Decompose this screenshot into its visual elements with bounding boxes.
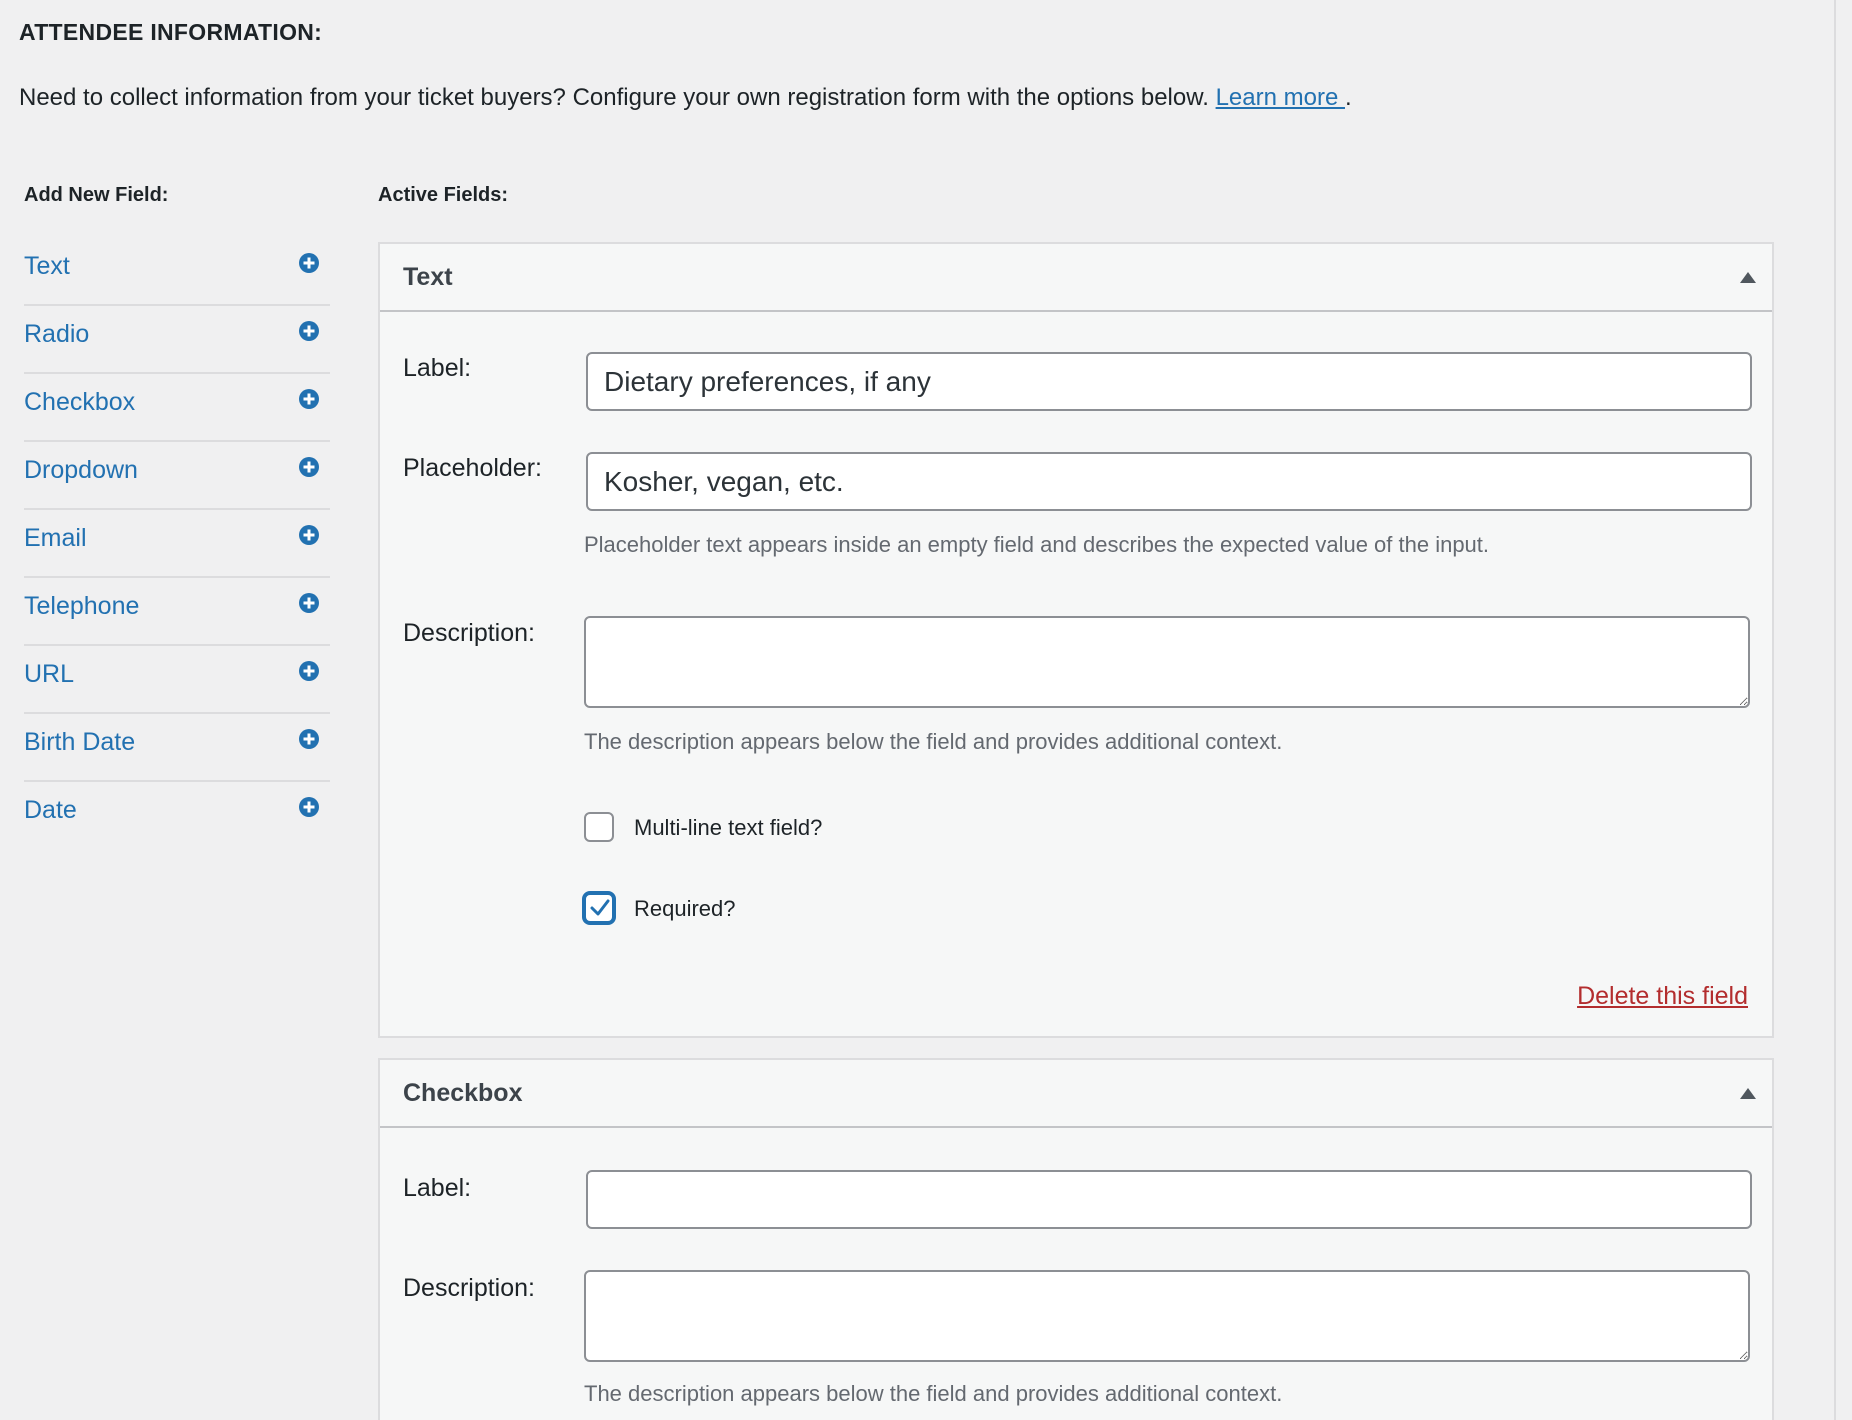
add-field-radio[interactable] xyxy=(24,306,330,374)
description-caption: Description: xyxy=(403,619,535,647)
multiline-checkbox-label: Multi-line text field? xyxy=(634,815,823,840)
delete-field-link[interactable]: Delete this field xyxy=(1577,982,1748,1010)
add-field-date[interactable] xyxy=(24,782,330,848)
field-type-label: Text xyxy=(24,252,70,280)
intro-text xyxy=(19,84,1352,112)
add-field-dropdown[interactable] xyxy=(24,442,330,510)
description-caption: Description: xyxy=(403,1274,535,1302)
plus-circle-icon[interactable] xyxy=(298,796,320,818)
active-field-title: Checkbox xyxy=(403,1079,523,1107)
field-type-label: URL xyxy=(24,660,75,688)
field-type-label: Checkbox xyxy=(24,388,136,416)
active-field-header[interactable] xyxy=(380,1060,1772,1128)
intro-period: . xyxy=(1344,84,1352,111)
plus-circle-icon[interactable] xyxy=(298,456,320,478)
page-edge-divider xyxy=(1834,0,1836,1420)
description-help-text: The description appears below the field and provides additional context. xyxy=(584,729,1283,754)
section-title: ATTENDEE INFORMATION: xyxy=(19,19,323,45)
plus-circle-icon[interactable] xyxy=(298,660,320,682)
plus-circle-icon[interactable] xyxy=(298,388,320,410)
add-field-text[interactable] xyxy=(24,238,330,306)
placeholder-caption: Placeholder: xyxy=(403,454,542,482)
add-field-email[interactable] xyxy=(24,510,330,578)
description-textarea[interactable] xyxy=(584,616,1750,708)
active-field-title: Text xyxy=(403,263,453,291)
placeholder-input[interactable] xyxy=(586,452,1752,511)
add-field-url[interactable] xyxy=(24,646,330,714)
label-caption: Label: xyxy=(403,1174,472,1202)
multiline-checkbox[interactable] xyxy=(584,812,614,842)
description-textarea[interactable] xyxy=(584,1270,1750,1362)
active-field-text xyxy=(378,242,1774,1038)
plus-circle-icon[interactable] xyxy=(298,592,320,614)
active-field-checkbox xyxy=(378,1058,1774,1420)
learn-more-link[interactable]: Learn more xyxy=(1215,84,1345,111)
plus-circle-icon[interactable] xyxy=(298,524,320,546)
required-checkbox-label: Required? xyxy=(634,896,736,921)
field-type-label: Email xyxy=(24,524,87,552)
plus-circle-icon[interactable] xyxy=(298,252,320,274)
caret-up-icon[interactable] xyxy=(1740,1088,1756,1099)
label-caption: Label: xyxy=(403,354,472,382)
add-field-checkbox[interactable] xyxy=(24,374,330,442)
field-type-label: Birth Date xyxy=(24,728,136,756)
label-input[interactable] xyxy=(586,352,1752,411)
add-field-telephone[interactable] xyxy=(24,578,330,646)
field-type-label: Dropdown xyxy=(24,456,138,484)
caret-up-icon[interactable] xyxy=(1740,272,1756,283)
add-new-field-list xyxy=(24,238,330,848)
field-type-label: Date xyxy=(24,796,77,824)
active-fields-heading: Active Fields: xyxy=(378,184,509,206)
field-type-label: Telephone xyxy=(24,592,140,620)
plus-circle-icon[interactable] xyxy=(298,320,320,342)
active-field-header[interactable] xyxy=(380,244,1772,312)
add-field-birth-date[interactable] xyxy=(24,714,330,782)
placeholder-help-text: Placeholder text appears inside an empty field and describes the expected value of the input. xyxy=(584,532,1490,557)
field-type-label: Radio xyxy=(24,320,90,348)
plus-circle-icon[interactable] xyxy=(298,728,320,750)
required-checkbox[interactable] xyxy=(584,893,614,923)
label-input[interactable] xyxy=(586,1170,1752,1229)
intro-description: Need to collect information from your ticket buyers? Configure your own registration form with the options below. xyxy=(19,84,1209,111)
add-new-field-heading: Add New Field: xyxy=(24,184,169,206)
checkmark-icon xyxy=(589,897,611,919)
description-help-text: The description appears below the field and provides additional context. xyxy=(584,1381,1283,1406)
